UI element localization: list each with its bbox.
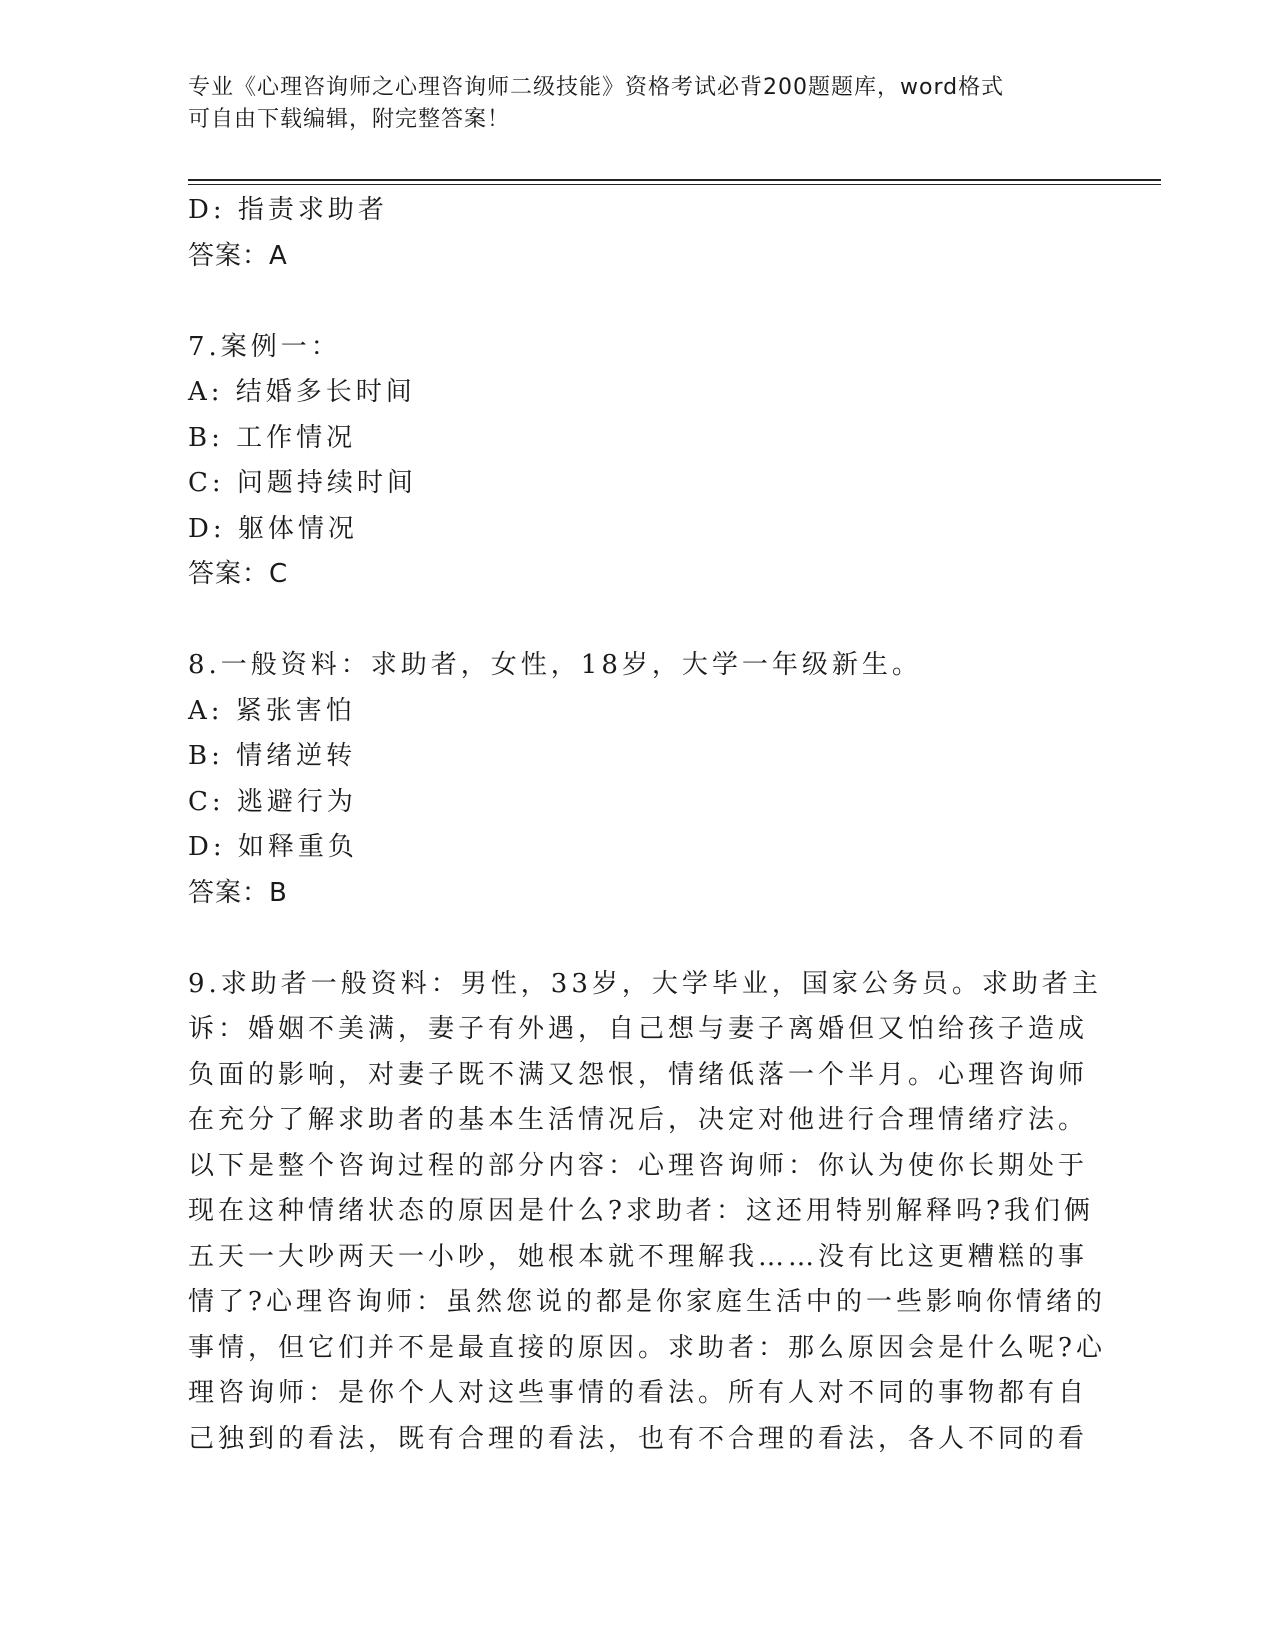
q9-line: 情了?心理咨询师：虽然您说的都是你家庭生活中的一些影响你情绪的 [188, 1287, 1106, 1317]
q9-line: 现在这种情绪状态的原因是什么?求助者：这还用特别解释吗?我们俩 [188, 1196, 1094, 1226]
header-line-1: 专业《心理咨询师之心理咨询师二级技能》资格考试必背200题题库，word格式 [188, 75, 1005, 100]
q9-line: 己独到的看法，既有合理的看法，也有不合理的看法，各人不同的看 [188, 1423, 1089, 1454]
q9-stem [188, 962, 1106, 1463]
q9-line: 诉：婚姻不美满，妻子有外遇，自己想与妻子离婚但又怕给孩子造成 [188, 1014, 1089, 1044]
q7-stem: 7.案例一： [188, 331, 341, 362]
document-header [188, 72, 1068, 136]
spacer [188, 916, 1078, 962]
q9-line: 在充分了解求助者的基本生活情况后，决定对他进行合理情绪疗法。 [188, 1105, 1089, 1135]
spacer [188, 598, 1078, 644]
q8-option-a: A: 紧张害怕 [188, 695, 356, 726]
header-line-2: 可自由下载编辑，附完整答案！ [188, 107, 511, 132]
q8-option-d: D: 如释重负 [188, 832, 358, 862]
q8-stem: 8.一般资料：求助者，女性，18岁，大学一年级新生。 [188, 650, 922, 680]
q7-option-d: D: 躯体情况 [188, 513, 358, 544]
q9-line: 理咨询师：是你个人对这些事情的看法。所有人对不同的事物都有自 [188, 1378, 1089, 1408]
q9-line: 以下是整个咨询过程的部分内容：心理咨询师：你认为使你长期处于 [188, 1150, 1089, 1181]
q7-option-b: B: 工作情况 [188, 422, 357, 453]
q7-option-c: C: 问题持续时间 [188, 468, 417, 498]
prev-option-d: D: 指责求助者 [188, 195, 388, 225]
q9-line: 9.求助者一般资料：男性，33岁，大学毕业，国家公务员。求助者主 [188, 968, 1102, 999]
question-content [188, 188, 1106, 1462]
q9-line: 事情，但它们并不是最直接的原因。求助者：那么原因会是什么呢?心 [188, 1332, 1106, 1363]
q8-option-b: B: 情绪逆转 [188, 741, 357, 771]
q7-option-a: A: 结婚多长时间 [188, 377, 416, 407]
header-divider-thin [188, 184, 1161, 185]
q7-answer: 答案：C [188, 559, 289, 589]
q8-option-c: C: 逃避行为 [188, 786, 357, 817]
prev-answer: 答案：A [188, 240, 288, 271]
q9-line: 负面的影响，对妻子既不满又怨恨，情绪低落一个半月。心理咨询师 [188, 1059, 1089, 1090]
header-divider-thick [188, 179, 1161, 181]
q8-answer: 答案：B [188, 877, 288, 908]
spacer [188, 279, 1078, 325]
q9-line: 五天一大吵两天一小吵，她根本就不理解我……没有比这更糟糕的事 [188, 1241, 1089, 1272]
